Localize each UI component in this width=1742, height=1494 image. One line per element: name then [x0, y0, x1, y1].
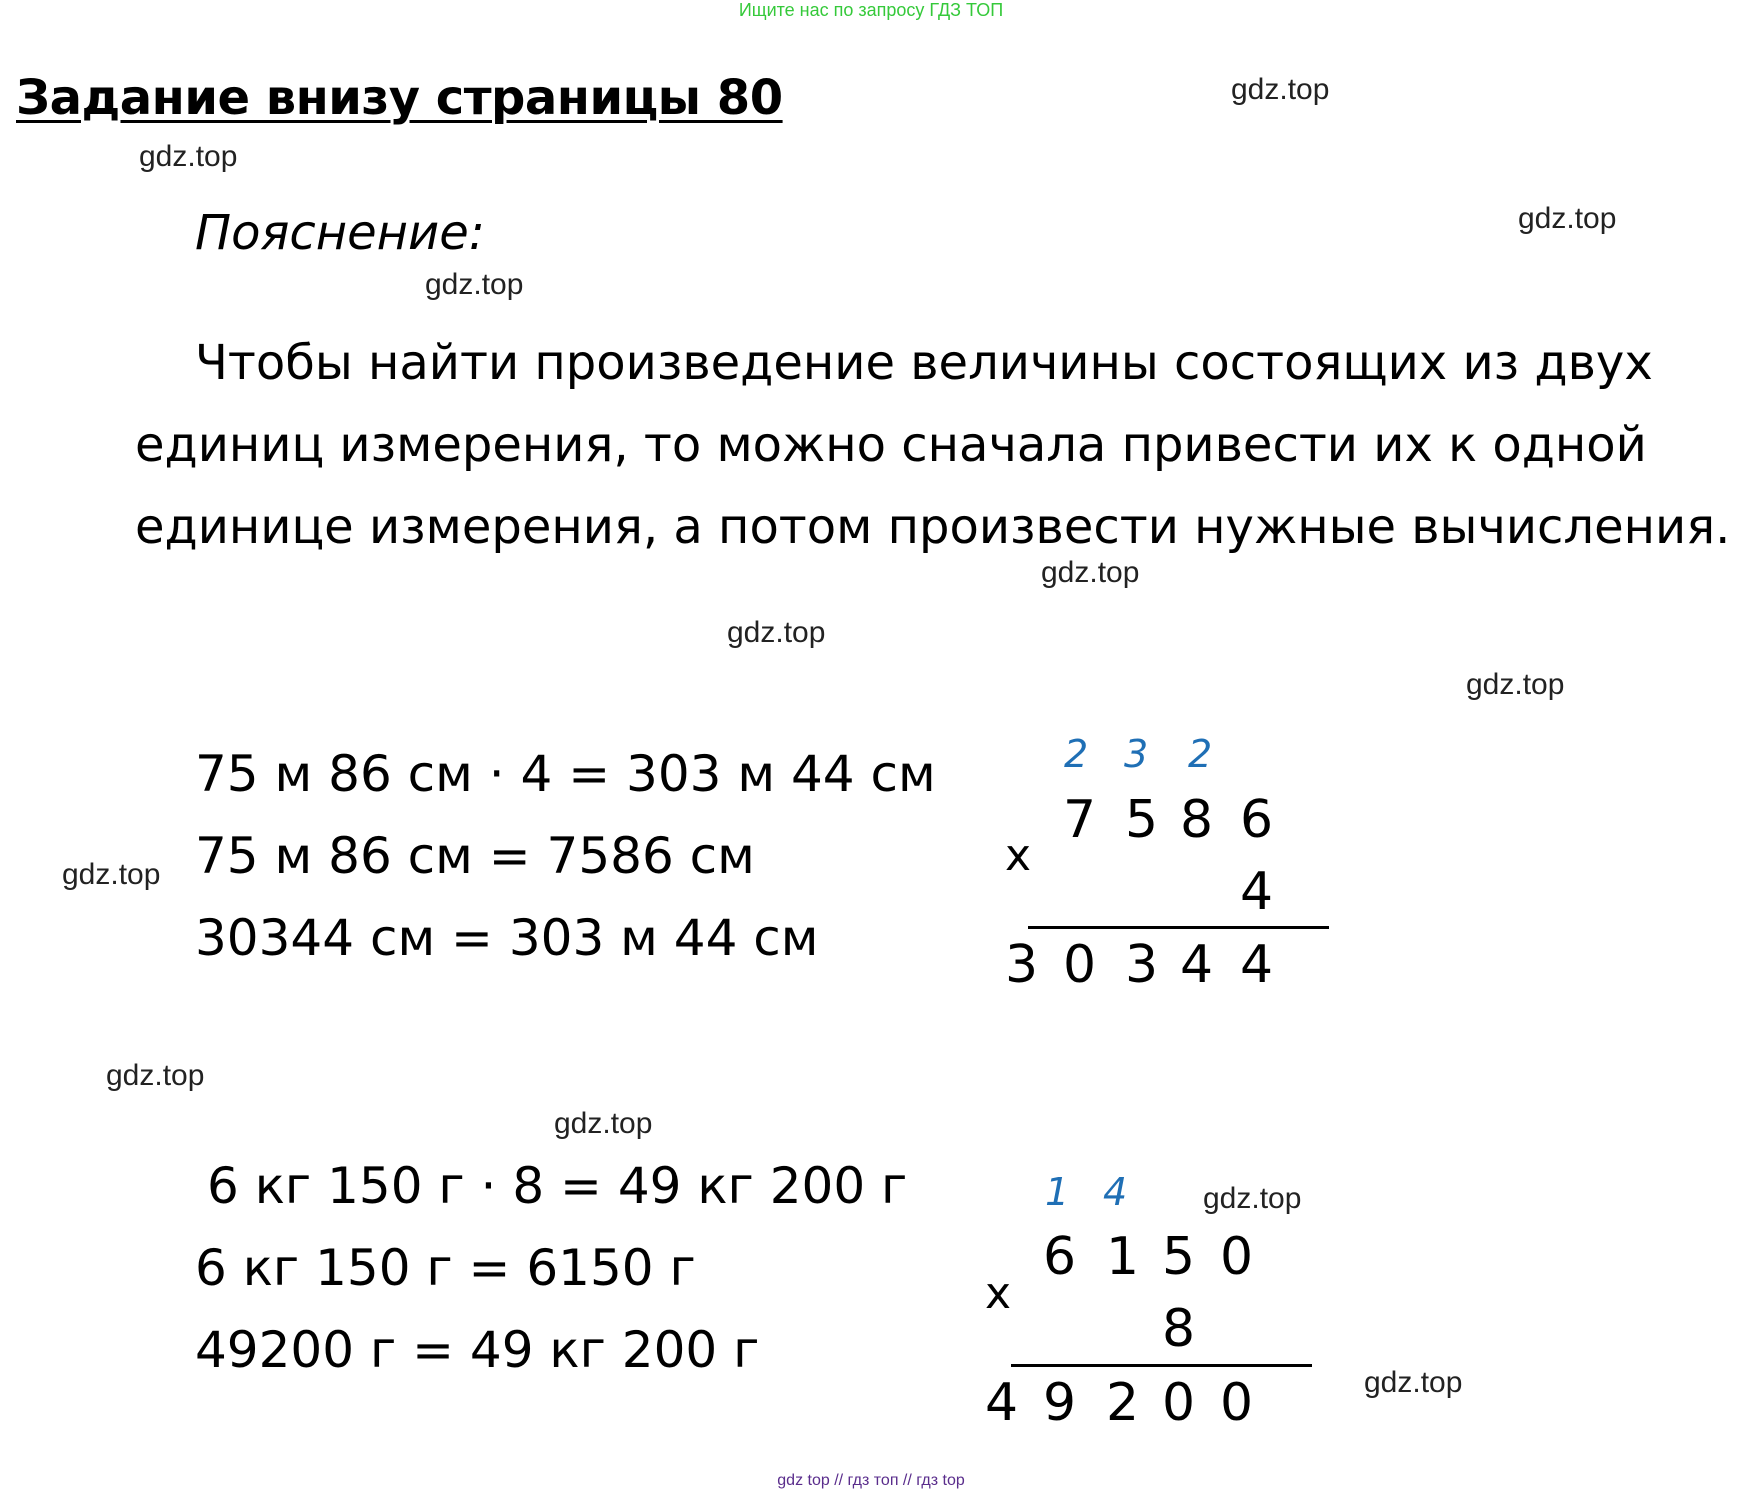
result-line [1028, 926, 1329, 929]
bottom-banner: gdz top // гдз топ // гдз top [777, 1472, 965, 1489]
watermark: gdz.top [554, 1107, 653, 1140]
multiplicand-digit: 5 [1162, 1227, 1196, 1287]
watermark: gdz.top [425, 268, 524, 301]
paragraph-line: единиц измерения, то можно сначала привести их к одной [135, 417, 1647, 473]
multiplicand-digit: 5 [1125, 790, 1159, 850]
result-digit: 2 [1106, 1373, 1140, 1433]
watermark: gdz.top [1203, 1182, 1302, 1215]
watermark: gdz.top [1518, 202, 1617, 235]
result-digit: 4 [1180, 935, 1214, 995]
result-digit: 9 [1043, 1373, 1077, 1433]
result-digit: 0 [1220, 1373, 1254, 1433]
multiplicand-digit: 0 [1220, 1227, 1254, 1287]
multiplicand-digit: 6 [1240, 790, 1274, 850]
multiplicand-digit: 7 [1063, 790, 1097, 850]
multiplier-digit: 8 [1162, 1299, 1196, 1359]
result-line [1011, 1364, 1312, 1367]
watermark: gdz.top [62, 858, 161, 891]
result-digit: 0 [1063, 935, 1097, 995]
multiplicand-digit: 1 [1106, 1227, 1140, 1287]
multiply-sign: x [985, 1268, 1012, 1319]
watermark: gdz.top [1231, 73, 1330, 106]
equation-line: 30344 см = 303 м 44 см [195, 909, 819, 967]
result-digit: 3 [1125, 935, 1159, 995]
carry-digit: 4 [1103, 1170, 1128, 1214]
multiplicand-digit: 8 [1180, 790, 1214, 850]
multiply-sign: x [1005, 830, 1032, 881]
equation-line: 6 кг 150 г · 8 = 49 кг 200 г [207, 1157, 908, 1215]
carry-digit: 2 [1188, 732, 1213, 776]
result-digit: 3 [1005, 935, 1039, 995]
explanation-label: Пояснение: [195, 205, 485, 261]
result-digit: 0 [1162, 1373, 1196, 1433]
equation-line: 49200 г = 49 кг 200 г [195, 1321, 760, 1379]
carry-digit: 3 [1124, 732, 1149, 776]
watermark: gdz.top [139, 140, 238, 173]
result-digit: 4 [985, 1373, 1019, 1433]
paragraph-line: единице измерения, а потом произвести нужные вычисления. [135, 499, 1731, 555]
multiplier-digit: 4 [1240, 862, 1274, 922]
watermark: gdz.top [1466, 668, 1565, 701]
equation-line: 75 м 86 см = 7586 см [195, 827, 755, 885]
carry-digit: 2 [1064, 732, 1089, 776]
equation-line: 6 кг 150 г = 6150 г [195, 1239, 696, 1297]
page-title: Задание внизу страницы 80 [16, 70, 783, 126]
multiplicand-digit: 6 [1043, 1227, 1077, 1287]
watermark: gdz.top [1041, 556, 1140, 589]
carry-digit: 1 [1045, 1170, 1070, 1214]
top-banner: Ищите нас по запросу ГДЗ ТОП [738, 0, 1004, 20]
watermark: gdz.top [1364, 1366, 1463, 1399]
watermark: gdz.top [106, 1059, 205, 1092]
paragraph-line: Чтобы найти произведение величины состоящих из двух [195, 335, 1653, 391]
result-digit: 4 [1240, 935, 1274, 995]
equation-line: 75 м 86 см · 4 = 303 м 44 см [195, 745, 936, 803]
watermark: gdz.top [727, 616, 826, 649]
